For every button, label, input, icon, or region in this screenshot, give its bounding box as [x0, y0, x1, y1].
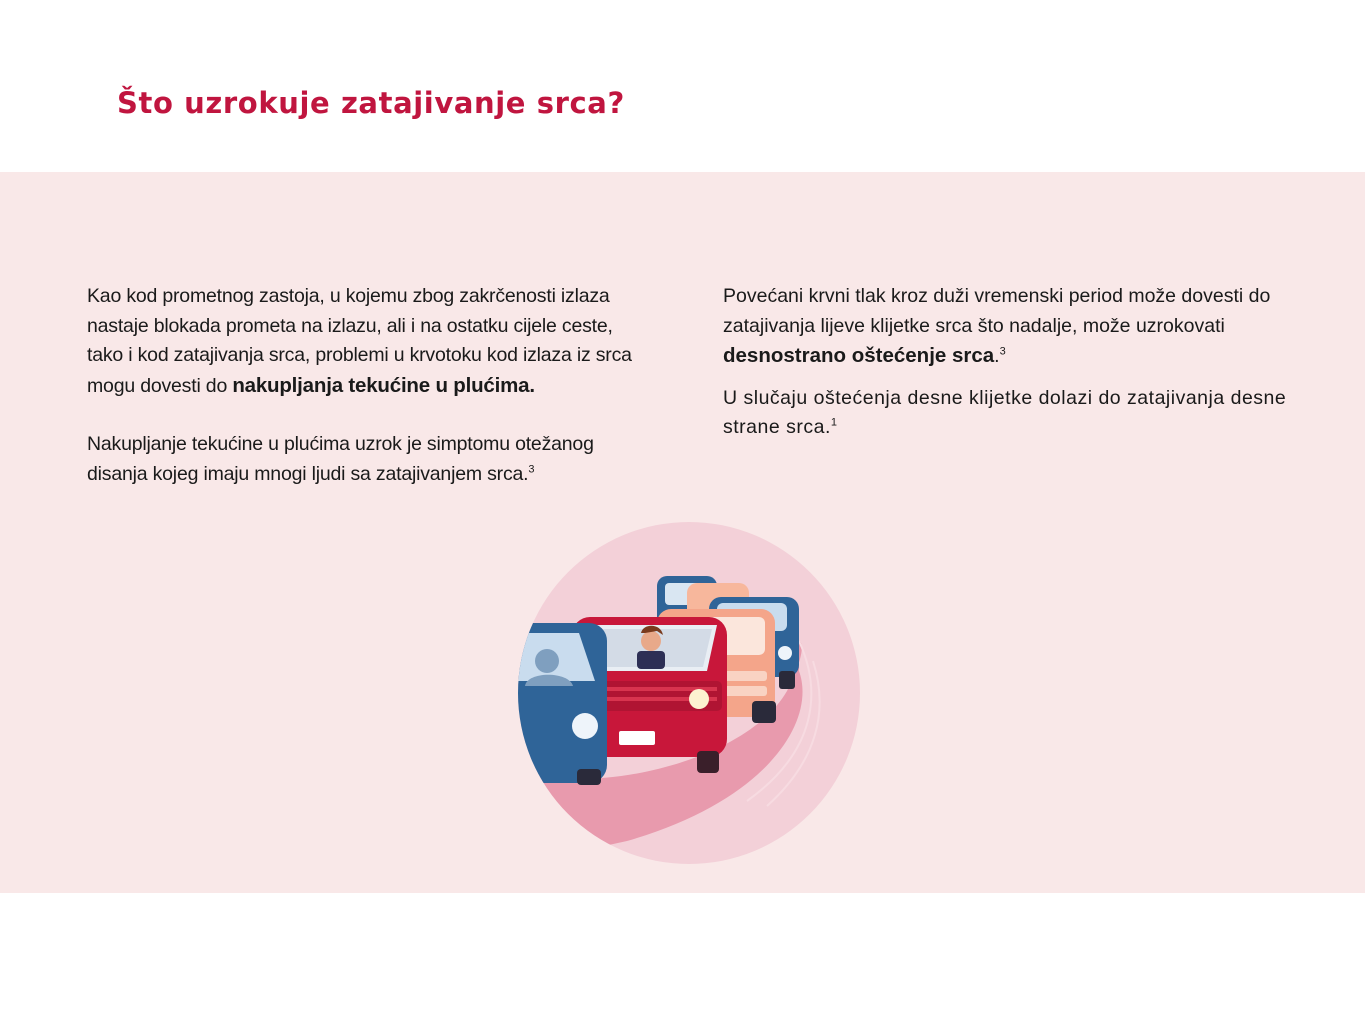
headlight [689, 689, 709, 709]
right-paragraph-2-text: U slučaju oštećenja desne klijetke dolazi do zatajivanja desne strane srca. [723, 386, 1287, 438]
left-paragraph-2-text: Nakupljanje tekućine u plućima uzrok je simptomu otežanog disanja kojeg imaju mnogi ljudi sa zatajivanjem srca. [87, 433, 594, 485]
left-paragraph-1-text: Kao kod prometnog zastoja, u kojemu zbog zakrčenosti izlaza nastaje blokada prometa na izlazu, ali i na ostatku cijele ceste, tako i kod zatajivanja srca, problemi u krvotoku kod izlaza iz srca mogu dovesti do [87, 285, 632, 397]
right-paragraph-1-end: . [994, 345, 1000, 367]
headlight-left [572, 713, 598, 739]
right-paragraph-2 [723, 384, 1303, 443]
left-paragraph-2-reference: 3 [528, 463, 535, 475]
right-paragraph-1 [723, 282, 1303, 372]
driver-head [641, 631, 661, 651]
right-paragraph-1-reference: 3 [999, 345, 1006, 358]
blue-car-left [517, 623, 607, 785]
left-paragraph-1-bold: nakupljanja tekućine u plućima. [232, 373, 535, 397]
right-paragraph-2-reference: 1 [830, 416, 838, 429]
left-column [87, 282, 632, 489]
page-title: Što uzrokuje zatajivanje srca? [117, 86, 625, 120]
left-paragraph-2 [87, 430, 632, 489]
right-paragraph-1-bold: desnostrano oštećenje srca [723, 344, 995, 367]
traffic-jam-illustration [517, 521, 861, 865]
license-plate [619, 731, 655, 745]
right-column [723, 282, 1303, 443]
right-paragraph-1-text: Povećani krvni tlak kroz duži vremenski period može dovesti do zatajivanja lijeve klijetke srca što nadalje, može uzrokovati [723, 285, 1271, 337]
left-paragraph-1 [87, 282, 632, 401]
traffic-jam-icon [517, 521, 861, 865]
